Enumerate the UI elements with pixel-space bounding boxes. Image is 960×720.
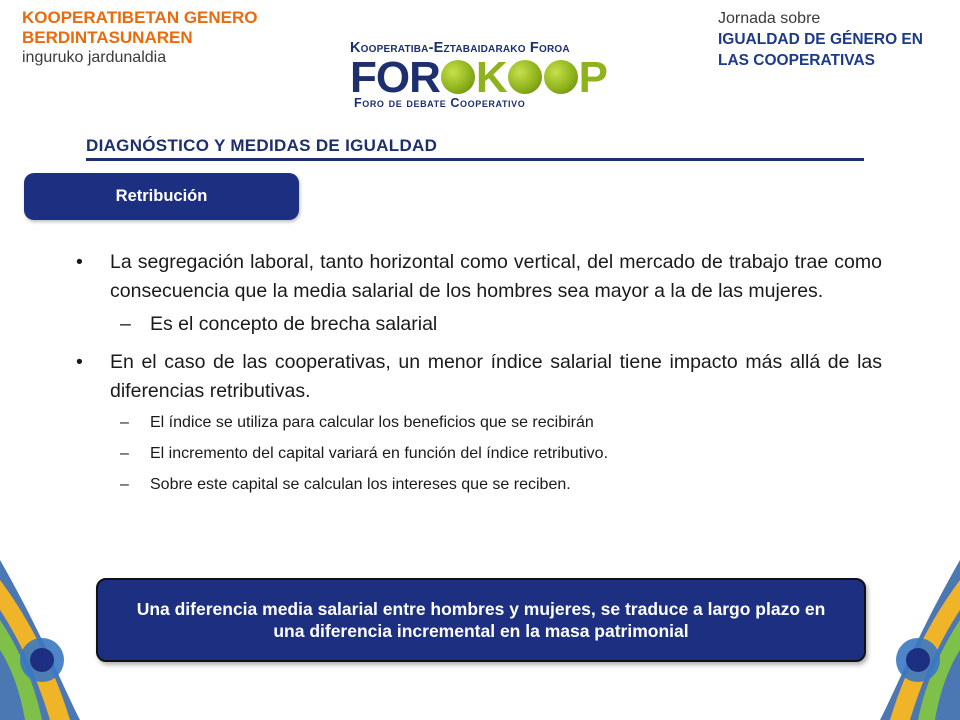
dash-mark: – <box>120 476 129 493</box>
globe-icon <box>441 60 475 94</box>
header-right-line2: IGUALDAD DE GÉNERO EN <box>718 31 923 48</box>
dash-mark: – <box>120 313 131 335</box>
header-left-line1: KOOPERATIBETAN GENERO <box>22 8 258 27</box>
bullet-item <box>76 348 882 406</box>
forokoop-logo <box>350 40 610 112</box>
topic-label: Retribución <box>115 187 208 205</box>
key-message-box <box>96 578 866 662</box>
header-right-line3: LAS COOPERATIVAS <box>718 52 876 69</box>
header-right-line1: Jornada sobre <box>718 10 821 27</box>
header-right-title <box>718 8 923 71</box>
bullet-mark: • <box>76 251 83 273</box>
dash-mark: – <box>120 445 129 462</box>
sub-bullet-text: El incremento del capital variará en función del índice retributivo. <box>150 445 609 462</box>
logo-word-part1: FOR <box>350 53 440 102</box>
key-message-text: Una diferencia media salarial entre hombres y mujeres, se traduce a largo plazo en una diferencia incremental en la masa patrimonial <box>136 599 826 641</box>
header-left-line2: BERDINTASUNAREN <box>22 28 193 47</box>
topic-label-box <box>24 173 299 220</box>
globe-icon <box>544 60 578 94</box>
bullet-item <box>76 248 882 306</box>
left-corner-ornament <box>0 560 80 720</box>
section-divider <box>86 158 864 161</box>
bullet-mark: • <box>76 351 83 373</box>
slide-body <box>76 248 882 505</box>
sub-bullet-item <box>76 310 882 338</box>
right-corner-ornament <box>880 560 960 720</box>
sub-bullet-text: El índice se utiliza para calcular los beneficios que se recibirán <box>150 414 594 431</box>
sub-bullet-item <box>76 412 882 434</box>
sub-bullet-item <box>76 443 882 465</box>
sub-bullet-text: Es el concepto de brecha salarial <box>150 313 438 335</box>
logo-bottom-text: Foro de debate Cooperativo <box>354 96 526 110</box>
sub-bullet-item <box>76 474 882 496</box>
dash-mark: – <box>120 414 129 431</box>
sub-bullet-text: Sobre este capital se calculan los intereses que se reciben. <box>150 476 571 493</box>
section-title: DIAGNÓSTICO Y MEDIDAS DE IGUALDAD <box>86 136 438 155</box>
logo-top-text: Kooperatiba-Eztabaidarako Foroa <box>350 40 570 56</box>
logo-word-part2: K <box>475 53 507 102</box>
header-left-title <box>22 8 258 68</box>
bullet-text: La segregación laboral, tanto horizontal como vertical, del mercado de trabajo trae como consecuencia que la media salarial de los hombres sea mayor a la de las mujeres. <box>110 251 882 302</box>
header-left-line3: inguruko jardunaldia <box>22 49 167 66</box>
bullet-text: En el caso de las cooperativas, un menor índice salarial tiene impacto más allá de las diferencias retributivas. <box>110 351 882 402</box>
logo-wordmark <box>350 54 607 102</box>
globe-icon <box>508 60 542 94</box>
logo-word-part3: P <box>578 53 608 102</box>
